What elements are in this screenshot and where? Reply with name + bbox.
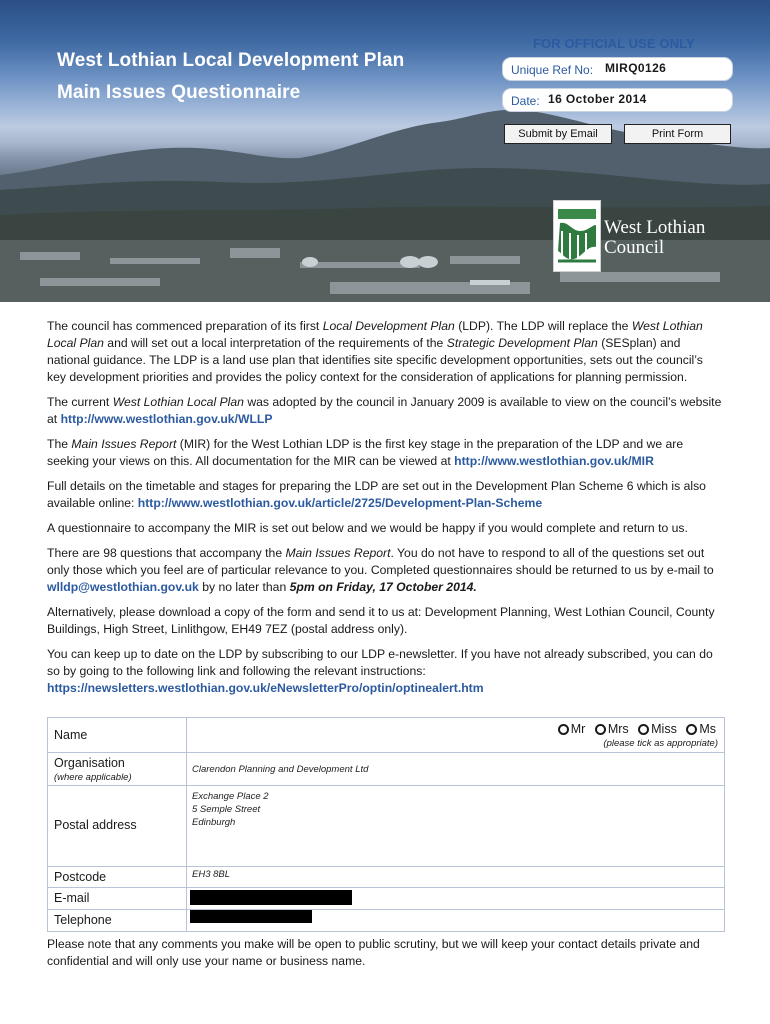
form-label-cell	[48, 910, 187, 931]
title-radio-group	[552, 722, 716, 736]
header-banner	[0, 0, 770, 302]
mir-link[interactable]: http://www.westlothian.gov.uk/MIR	[454, 454, 654, 468]
form-label-cell	[48, 786, 187, 866]
postal-address-label: Postal address	[54, 818, 137, 832]
radio-label: Mrs	[607, 722, 629, 736]
telephone-input[interactable]	[187, 910, 724, 931]
intro-paragraph-8	[47, 646, 723, 697]
name-label: Name	[54, 728, 88, 742]
council-logo-line-2: Council	[604, 237, 665, 258]
intro-paragraph-2	[47, 394, 723, 428]
text-run: There are 98 questions that accompany the	[47, 546, 286, 560]
council-logo-text	[604, 218, 705, 258]
email-label: E-mail	[54, 891, 90, 905]
form-label-cell	[48, 888, 187, 909]
text-run: The council has commenced preparation of its first	[47, 319, 323, 333]
radio-mr[interactable]	[558, 724, 569, 735]
text-run: (SESplan) and national guidance. The LDP is a land use plan that identifies site specific development opportunities, sets out the council’s key development priorities and provides the policy context for the consideration of applications for planning permission.	[47, 336, 703, 384]
date-value: 16 October 2014	[548, 92, 647, 106]
intro-paragraph-3	[47, 436, 723, 470]
organisation-value: Clarendon Planning and Development Ltd	[192, 764, 369, 775]
intro-text	[47, 318, 723, 705]
council-logo-line-1: West Lothian	[604, 217, 706, 238]
form-row-email	[48, 887, 724, 909]
organisation-label: Organisation	[54, 756, 125, 770]
address-line: Exchange Place 2	[192, 791, 269, 802]
radio-mrs[interactable]	[595, 724, 606, 735]
text-run: West Lothian Local Plan	[47, 319, 703, 350]
redacted-email	[190, 890, 352, 905]
postal-address-input[interactable]	[187, 786, 724, 866]
name-input[interactable]	[187, 718, 724, 752]
email-input[interactable]	[187, 888, 724, 909]
document-title-line-2: Main Issues Questionnaire	[57, 82, 301, 103]
development-plan-scheme-link[interactable]: http://www.westlothian.gov.uk/article/2725/Development-Plan-Scheme	[137, 496, 543, 510]
submit-by-email-button[interactable]: Submit by Email	[504, 124, 612, 144]
official-use-heading: FOR OFFICIAL USE ONLY	[533, 36, 695, 51]
form-row-postal-address	[48, 785, 724, 866]
form-row-telephone	[48, 909, 724, 931]
date-label: Date:	[511, 94, 540, 108]
deadline-text: 5pm on Friday, 17 October 2014.	[289, 580, 477, 594]
unique-ref-field[interactable]	[502, 57, 733, 81]
text-run: and will set out a local interpretation of the requirements of the	[103, 336, 447, 350]
telephone-label: Telephone	[54, 913, 112, 927]
intro-paragraph-5: A questionnaire to accompany the MIR is set out below and we would be happy if you would complete and return to us.	[47, 521, 688, 535]
text-run: Main Issues Report	[285, 546, 391, 560]
text-run: Local Development Plan	[322, 319, 455, 333]
form-label-cell	[48, 867, 187, 887]
text-run: (MIR) for the West Lothian LDP is the first key stage in the preparation of the LDP and we are seeking your views on this. All documentation for the MIR can be viewed at	[47, 437, 684, 468]
postcode-input[interactable]	[187, 867, 724, 887]
text-run: West Lothian Local Plan	[112, 395, 244, 409]
radio-miss[interactable]	[638, 724, 649, 735]
text-run: Main Issues Report	[71, 437, 177, 451]
address-line: Edinburgh	[192, 817, 236, 828]
text-run: You can keep up to date on the LDP by subscribing to our LDP e-newsletter. If you have not already subscribed, you can do so by going to the following link and following the relevant instructions:	[47, 647, 713, 678]
contact-details-form	[47, 717, 725, 932]
postcode-label: Postcode	[54, 870, 107, 884]
radio-label: Miss	[651, 722, 677, 736]
unique-ref-value: MIRQ0126	[605, 61, 667, 75]
intro-paragraph-1	[47, 318, 723, 386]
radio-ms[interactable]	[686, 724, 697, 735]
text-run: The	[47, 437, 72, 451]
text-run: was adopted by the council in January 2009 is available to view on the council’s website at	[47, 395, 722, 426]
form-label-cell	[48, 753, 187, 785]
form-row-name	[48, 718, 724, 752]
radio-label: Ms	[699, 722, 716, 736]
redacted-telephone	[190, 910, 312, 923]
document-title-line-1: West Lothian Local Development Plan	[57, 50, 405, 71]
privacy-note: Please note that any comments you make will be open to public scrutiny, but we will keep your contact details private and confidential and will only use your name or business name.	[47, 937, 700, 968]
postcode-value: EH3 8BL	[192, 869, 231, 880]
form-label-cell	[48, 718, 187, 752]
radio-label: Mr	[570, 722, 586, 736]
intro-paragraph-7: Alternatively, please download a copy of the form and send it to us at: Development Planning, West Lothian Council, County Buildings, High Street, Linlithgow, EH49 7EZ (postal address only).	[47, 605, 715, 636]
unique-ref-label: Unique Ref No:	[511, 63, 594, 77]
council-logo	[553, 200, 728, 272]
text-run: by no later than	[198, 580, 290, 594]
council-emblem-icon	[553, 200, 601, 272]
newsletter-link[interactable]: https://newsletters.westlothian.gov.uk/eNewsletterPro/optin/optinealert.htm	[47, 681, 484, 695]
text-run: (LDP). The LDP will replace the	[454, 319, 632, 333]
form-row-postcode	[48, 866, 724, 887]
print-form-button[interactable]: Print Form	[624, 124, 731, 144]
address-line: 5 Semple Street	[192, 804, 261, 815]
organisation-sublabel: (where applicable)	[54, 772, 132, 783]
text-run: Strategic Development Plan	[446, 336, 598, 350]
local-plan-link[interactable]: http://www.westlothian.gov.uk/WLLP	[60, 412, 273, 426]
organisation-input[interactable]	[187, 753, 724, 785]
text-run: Full details on the timetable and stages for preparing the LDP are set out in the Development Plan Scheme 6 which is also available online:	[47, 479, 706, 510]
date-field[interactable]	[502, 88, 733, 112]
email-link[interactable]: wlldp@westlothian.gov.uk	[47, 580, 199, 594]
tick-note: (please tick as appropriate)	[603, 738, 718, 749]
postal-address-value	[192, 790, 269, 829]
intro-paragraph-6	[47, 545, 723, 596]
intro-paragraph-4	[47, 478, 723, 512]
text-run: The current	[47, 395, 113, 409]
form-row-organisation	[48, 752, 724, 785]
text-run: . You do not have to respond to all of the questions set out only those which you feel are of particular relevance to you. Completed questionnaires should be returned to us by e-mail to	[47, 546, 714, 577]
